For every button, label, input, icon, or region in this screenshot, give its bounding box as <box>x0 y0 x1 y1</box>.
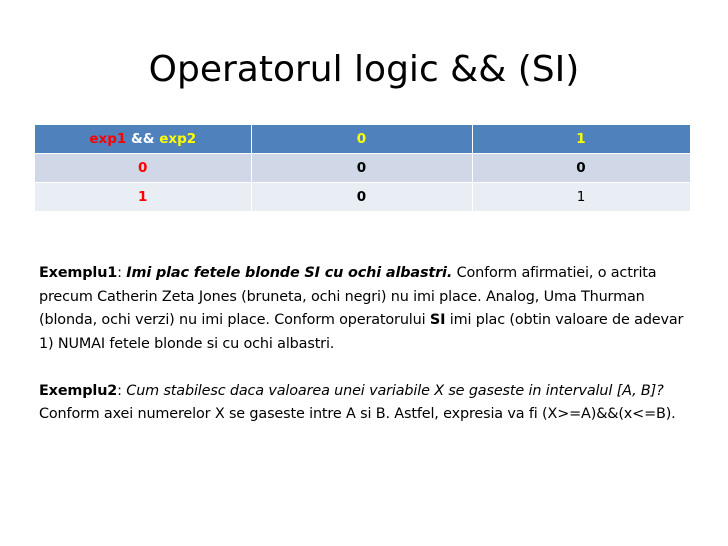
table-header-row <box>35 125 690 154</box>
truth-table <box>35 125 691 212</box>
table-row <box>35 183 690 212</box>
header-exp2: exp2 <box>159 131 197 147</box>
table-cell: 0 <box>251 183 472 212</box>
table-cell: 0 <box>472 154 690 183</box>
row-label-cell: 1 <box>35 183 251 212</box>
row-label-cell: 0 <box>35 154 251 183</box>
slide-title: Operatorul logic && (SI) <box>148 49 580 90</box>
header-col-0: 0 <box>251 125 472 154</box>
example2-text: Conform axei numerelor X se gaseste intre A si B. Astfel, expresia va fi (X>=A)&&(x<=B). <box>39 406 676 422</box>
example1-label: Exemplu1 <box>39 265 118 281</box>
example1-paragraph: Exemplu1: Imi plac fetele blonde SI cu ochi albastri. Conform afirmatiei, o actrita precum Catherin Zeta Jones (bruneta, ochi negri) nu imi place. Analog, Uma Thurman (blonda, ochi verzi) nu imi place. Conform operatorului SI imi plac (obtin valoare de adevar 1) NUMAI fetele blonde si cu ochi albastri. <box>39 265 684 352</box>
example2-paragraph: Exemplu2: Cum stabilesc daca valoarea unei variabile X se gaseste in intervalul [A, B]? Conform axei numerelor X se gaseste intre A si B. Astfel, expresia va fi (X>=A)&&(x<=B). <box>39 382 676 422</box>
header-col-1: 1 <box>472 125 690 154</box>
example1-emphasis: SI <box>429 312 446 328</box>
example2-question: Cum stabilesc daca valoarea unei variabile X se gaseste in intervalul [A, B]? <box>126 382 664 399</box>
body-text <box>39 262 699 427</box>
table-cell: 1 <box>472 183 690 212</box>
example2-label: Exemplu2 <box>39 382 118 399</box>
header-exp1: exp1 <box>89 131 127 147</box>
table-row <box>35 154 690 183</box>
header-expression-cell <box>35 125 251 154</box>
table-cell: 0 <box>251 154 472 183</box>
header-operator: && <box>130 131 155 147</box>
example1-quote: Imi plac fetele blonde SI cu ochi albastri. <box>126 265 453 281</box>
